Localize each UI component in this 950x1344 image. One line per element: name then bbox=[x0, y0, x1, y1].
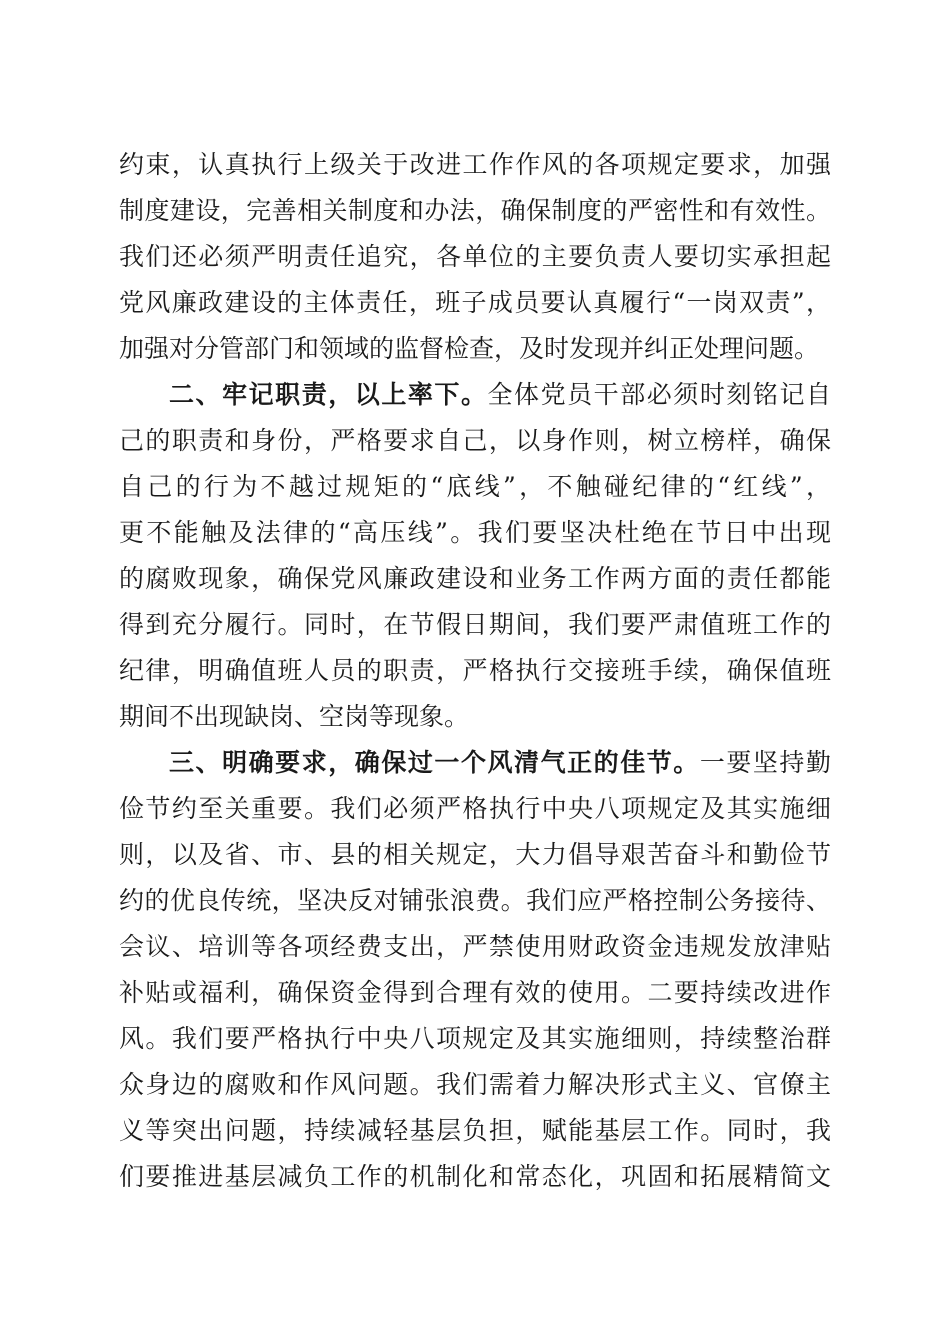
para3-line-10: 们要推进基层减负工作的机制化和常态化，巩固和拓展精简文 bbox=[119, 1162, 831, 1191]
para3-first-rest: 一要坚持勤 bbox=[699, 748, 831, 777]
para3-line-3: 则，以及省、市、县的相关规定，大力倡导艰苦奋斗和勤俭节 bbox=[119, 840, 831, 869]
para2-line-7: 纪律，明确值班人员的职责，严格执行交接班手续，确保值班 bbox=[119, 656, 831, 685]
para3-line-6: 补贴或福利，确保资金得到合理有效的使用。二要持续改进作 bbox=[119, 978, 831, 1007]
para2-line-2: 己的职责和身份，严格要求自己，以身作则，树立榜样，确保 bbox=[119, 426, 831, 455]
document-body bbox=[119, 142, 831, 1200]
para3-heading: 三、明确要求，确保过一个风清气正的佳节。 bbox=[169, 748, 700, 777]
para3-line-8: 众身边的腐败和作风问题。我们需着力解决形式主义、官僚主 bbox=[119, 1070, 831, 1099]
para2-line-8: 期间不出现缺岗、空岗等现象。 bbox=[119, 702, 470, 731]
para1-line-3: 我们还必须严明责任追究，各单位的主要负责人要切实承担起 bbox=[119, 242, 831, 271]
para2-line-5: 的腐败现象，确保党风廉政建设和业务工作两方面的责任都能 bbox=[119, 564, 831, 593]
para3-line-7: 风。我们要严格执行中央八项规定及其实施细则，持续整治群 bbox=[119, 1024, 831, 1053]
para2-heading: 二、牢记职责，以上率下。 bbox=[169, 380, 488, 409]
para1-line-2: 制度建设，完善相关制度和办法，确保制度的严密性和有效性。 bbox=[119, 196, 831, 225]
para3-line-2: 俭节约至关重要。我们必须严格执行中央八项规定及其实施细 bbox=[119, 794, 831, 823]
para3-line-4: 约的优良传统，坚决反对铺张浪费。我们应严格控制公务接待、 bbox=[119, 886, 831, 915]
para2-line-1 bbox=[119, 372, 831, 418]
para2-line-3: 自己的行为不越过规矩的“底线”，不触碰纪律的“红线”， bbox=[119, 472, 831, 501]
para2-first-rest: 全体党员干部必须时刻铭记自 bbox=[487, 380, 831, 409]
para2-line-6: 得到充分履行。同时，在节假日期间，我们要严肃值班工作的 bbox=[119, 610, 831, 639]
para1-line-4: 党风廉政建设的主体责任，班子成员要认真履行“一岗双责”， bbox=[119, 288, 831, 317]
para2-line-4: 更不能触及法律的“高压线”。我们要坚决杜绝在节日中出现 bbox=[119, 518, 831, 547]
para3-line-9: 义等突出问题，持续减轻基层负担，赋能基层工作。同时，我 bbox=[119, 1116, 831, 1145]
para1-line-1: 约束，认真执行上级关于改进工作作风的各项规定要求，加强 bbox=[119, 150, 831, 179]
para3-line-1 bbox=[119, 740, 831, 786]
para1-line-5: 加强对分管部门和领域的监督检查，及时发现并纠正处理问题。 bbox=[119, 334, 820, 363]
para3-line-5: 会议、培训等各项经费支出，严禁使用财政资金违规发放津贴 bbox=[119, 932, 831, 961]
